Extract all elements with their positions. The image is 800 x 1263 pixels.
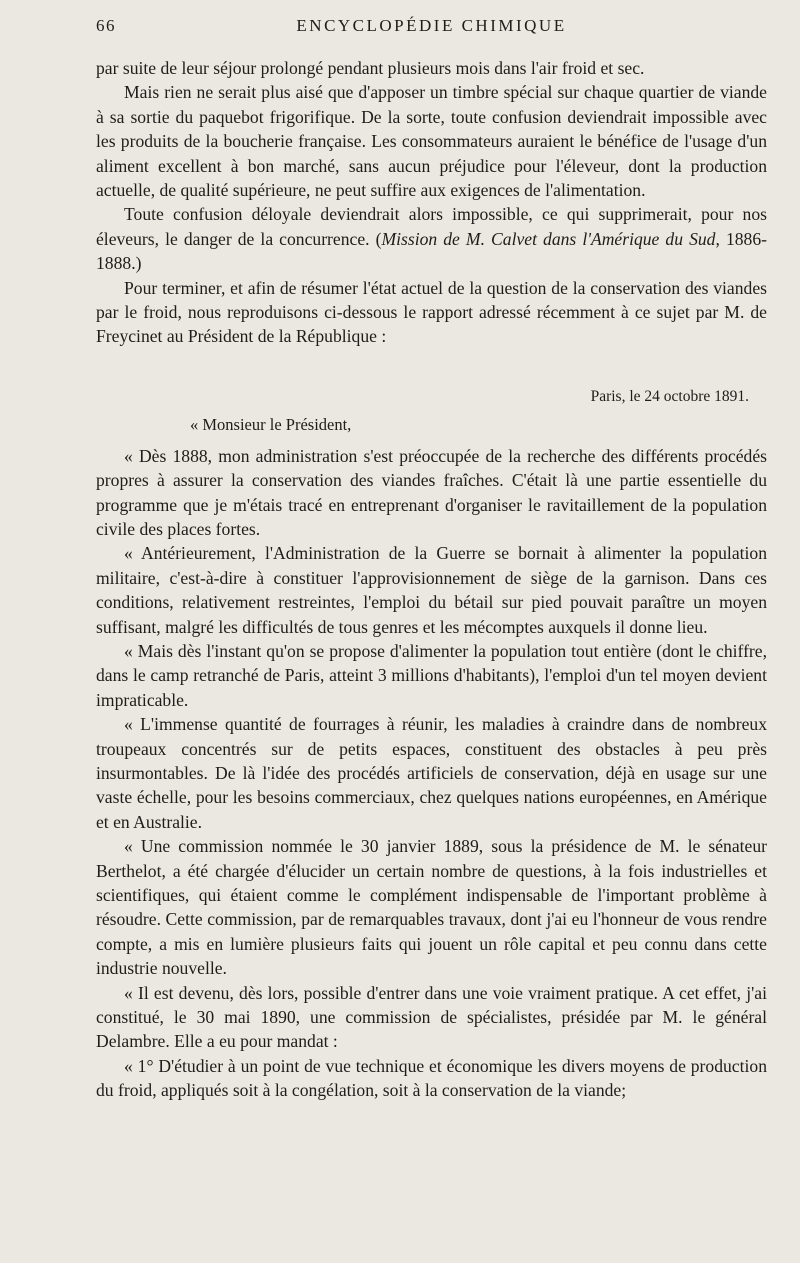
letter-paragraph: « Une commission nommée le 30 janvier 1889, sous la présidence de M. le sénateur Berthelot, a été chargée d'élucider un certain nombre de questions, à la fois industrielles et scientifiques, qui étaient comme le complément indispensable de l'important problème à résoudre. Cette commission, par de remarquables travaux, dont j'ai eu l'honneur de vous rendre compte, a mis en lumière plusieurs faits qui jouent un rôle capital et peu connu dans cette industrie nouvelle. — [96, 836, 767, 979]
letter-paragraph: « Dès 1888, mon administration s'est préoccupée de la recherche des différents procédés propres à assurer la conservation des viandes fraîches. C'était là une partie essentielle du programme que je m'étais tracé en entreprenant d'organiser le ravitaillement de la population civile des places fortes. — [96, 445, 767, 539]
letter-date: Paris, le 24 octobre 1891. — [590, 387, 749, 405]
paragraph: Toute confusion déloyale deviendrait alors impossible, ce qui supprimerait, pour nos éleveurs, le danger de la concurrence. (Mission de M. Calvet dans l'Amérique du Sud, 1886-1888.) — [96, 204, 767, 274]
letter-paragraph: « Il est devenu, dès lors, possible d'entrer dans une voie vraiment pratique. A cet effet, j'ai constitué, le 30 mai 1890, une commission de spécialistes, présidée par M. le général Delambre. Elle a eu pour mandat : — [96, 982, 767, 1052]
letter-paragraph: « 1° D'étudier à un point de vue technique et économique les divers moyens de production du froid, appliqués soit à la congélation, soit à la conservation de la viande; — [96, 1055, 767, 1101]
paragraph-text: Toute confusion déloyale deviendrait alors impossible, ce qui supprimerait, pour nos éleveurs, le danger de la concurrence. — [96, 204, 767, 249]
paragraph: Pour terminer, et afin de résumer l'état actuel de la question de la conservation des viandes par le froid, nous reproduisons ci-dessous le rapport adressé récemment à ce sujet par M. de Freycinet au Président de la République : — [96, 277, 767, 347]
running-title: ENCYCLOPÉDIE CHIMIQUE — [296, 16, 567, 35]
letter-paragraph: « Antérieurement, l'Administration de la Guerre se bornait à alimenter la population militaire, c'est-à-dire à constituer l'approvisionnement de siège de la garnison. Dans ces conditions, relativement restreintes, l'emploi du bétail sur pied pouvait paraître un moyen suffisant, malgré les difficultés de tous genres et les mécomptes auxquels il donne lieu. — [96, 543, 767, 637]
citation-source: Mission de M. Calvet dans l'Amérique du Sud — [381, 228, 716, 249]
letter-salutation: « Monsieur le Président, — [190, 415, 352, 435]
letter-paragraph: « L'immense quantité de fourrages à réunir, les maladies à craindre dans de nombreux troupeaux concentrés sur de petits espaces, constituent des obstacles à peu près insurmontables. De là l'idée des procédés artificiels de conservation, déjà en usage sur une vaste échelle, pour les besoins commerciaux, chez quelques nations européennes, en Amérique et en Australie. — [96, 714, 767, 832]
paragraph: par suite de leur séjour prolongé pendant plusieurs mois dans l'air froid et sec. — [96, 58, 645, 78]
page-body — [96, 56, 767, 1103]
running-header — [96, 16, 767, 38]
page-number: 66 — [96, 16, 116, 35]
citation-years: 1886-1888 — [96, 228, 767, 274]
letter-paragraph: « Mais dès l'instant qu'on se propose d'alimenter la population tout entière (dont le chiffre, dans le camp retranché de Paris, atteint 3 millions d'habitants), l'emploi d'un tel moyen devient impraticable. — [96, 640, 767, 710]
paragraph: Mais rien ne serait plus aisé que d'apposer un timbre spécial sur chaque quartier de viande à sa sortie du paquebot frigorifique. De la sorte, toute confusion deviendrait impossible avec les produits de la boucherie française. Les consommateurs auraient le bénéfice de l'usage d'un aliment excellent à bon marché, sans aucun préjudice pour l'éleveur, dont la production actuelle, de qualité supérieure, ne peut suffire aux exigences de l'alimentation. — [96, 82, 767, 201]
